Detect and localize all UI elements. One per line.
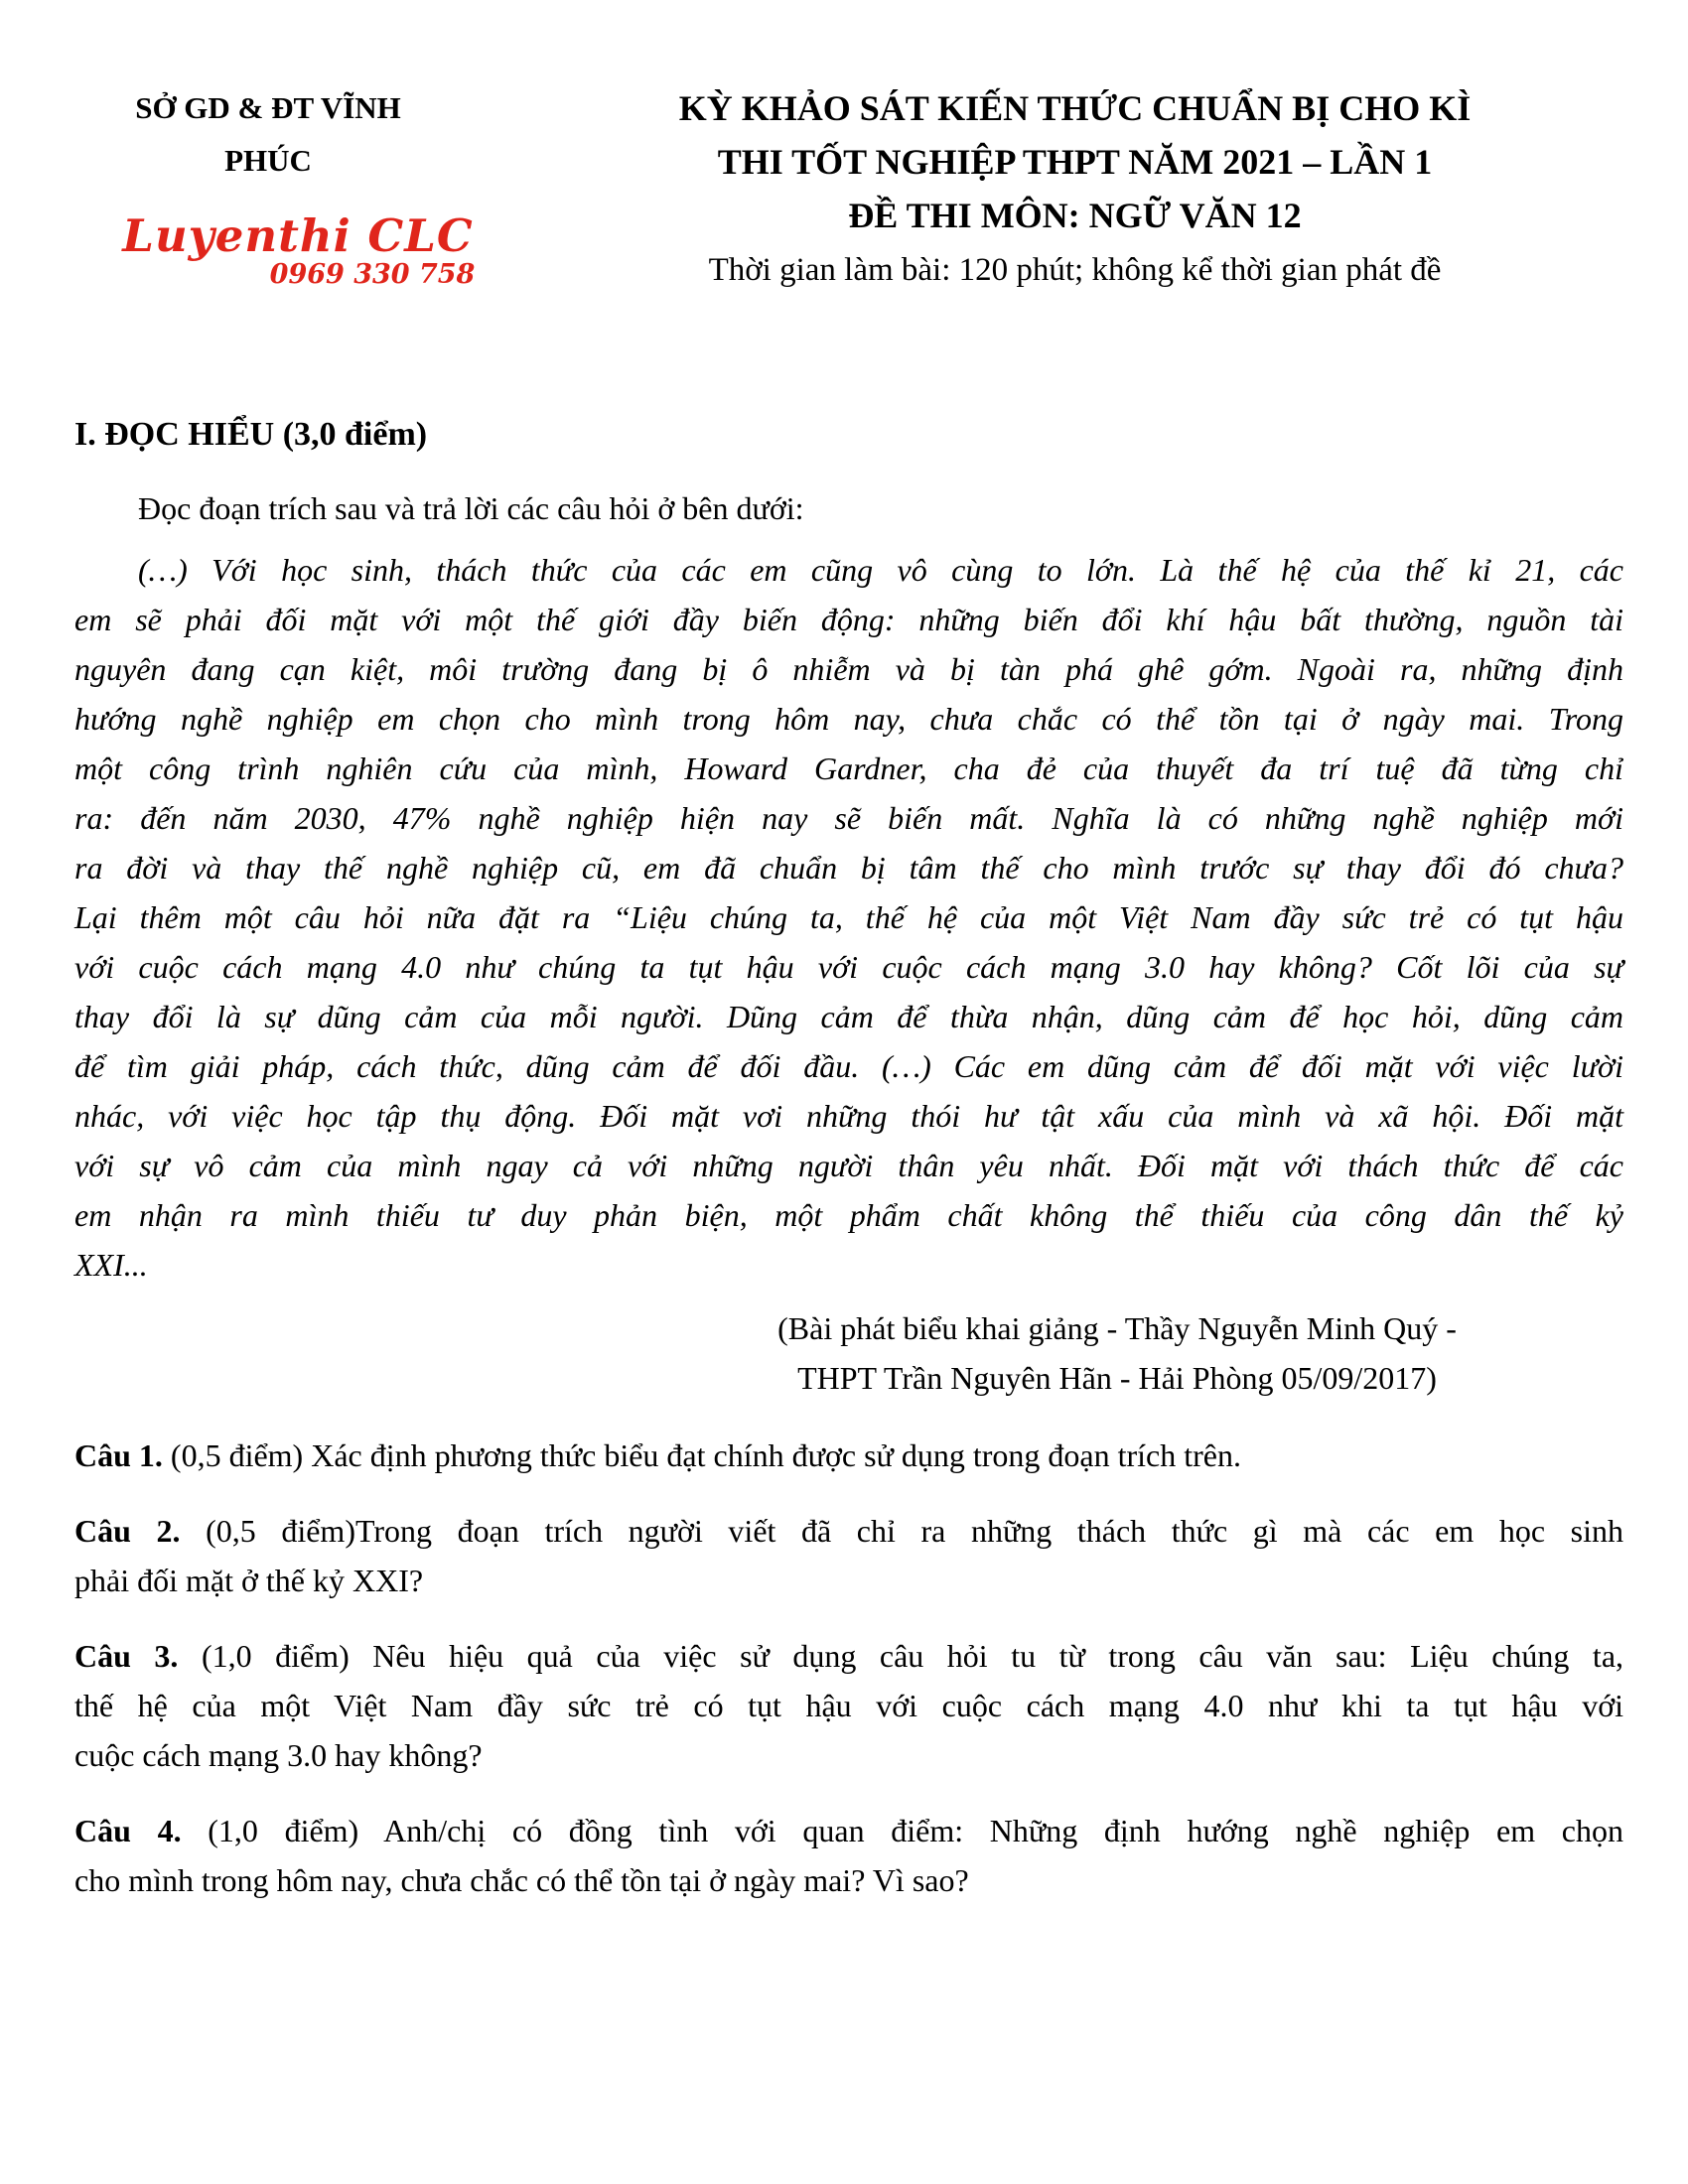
question-line: phải đối mặt ở thế kỷ XXI? xyxy=(74,1563,424,1598)
exam-duration-line: Thời gian làm bài: 120 phút; không kể thời gian phát đề xyxy=(708,252,1442,288)
passage-line: với cuộc cách mạng 4.0 như chúng ta tụt hậu với cuộc cách mạng 3.0 hay không? Cốt lõi của sự xyxy=(74,949,1623,985)
question-line xyxy=(74,1631,1623,1681)
question-3-label: Câu 3. xyxy=(74,1638,179,1674)
reading-passage xyxy=(74,545,1623,1290)
question-1 xyxy=(74,1431,1623,1480)
question-1-text: (0,5 điểm) Xác định phương thức biểu đạt chính được sử dụng trong đoạn trích trên. xyxy=(170,1437,1241,1473)
passage-line: ra đời và thay thế nghề nghiệp cũ, em đã chuẩn bị tâm thế cho mình trước sự thay đổi đó chưa? xyxy=(74,850,1623,886)
passage-line: (…) Với học sinh, thách thức của các em cũng vô cùng to lớn. Là thế hệ của thế kỉ 21, các xyxy=(138,552,1623,588)
exam-title-line1: KỲ KHẢO SÁT KIẾN THỨC CHUẨN BỊ CHO KÌ xyxy=(678,88,1472,128)
exam-body xyxy=(74,410,1623,1905)
passage-line: hướng nghề nghiệp em chọn cho mình trong hôm nay, chưa chắc có thể tồn tại ở ngày mai. Trong xyxy=(74,701,1623,737)
passage-line: nhác, với việc học tập thụ động. Đối mặt vơi những thói hư tật xấu của mình và xã hội. Đối mặt xyxy=(74,1098,1623,1134)
passage-line: XXI... xyxy=(74,1247,148,1283)
luyenthi-clc-logo xyxy=(74,209,521,290)
issuer-block xyxy=(74,81,526,290)
question-line: cho mình trong hôm nay, chưa chắc có thể tồn tại ở ngày mai? Vì sao? xyxy=(74,1862,969,1898)
passage-line: ra: đến năm 2030, 47% nghề nghiệp hiện nay sẽ biến mất. Nghĩa là có những nghề nghiệp mới xyxy=(74,800,1623,836)
exam-subject-line: ĐỀ THI MÔN: NGỮ VĂN 12 xyxy=(848,196,1302,235)
passage-line: để tìm giải pháp, cách thức, dũng cảm để đối đầu. (…) Các em dũng cảm để đối mặt với việc lười xyxy=(74,1048,1623,1084)
document-header xyxy=(74,81,1623,295)
citation-line: (Bài phát biểu khai giảng - Thầy Nguyễn Minh Quý - xyxy=(777,1310,1457,1346)
question-4 xyxy=(74,1806,1623,1905)
question-line: cuộc cách mạng 3.0 hay không? xyxy=(74,1737,483,1773)
passage-line: nguyên đang cạn kiệt, môi trường đang bị ô nhiễm và bị tàn phá ghê gớm. Ngoài ra, những định xyxy=(74,651,1623,687)
question-2-label: Câu 2. xyxy=(74,1513,181,1549)
passage-line: với sự vô cảm của mình ngay cả với những người thân yêu nhất. Đối mặt với thách thức để các xyxy=(74,1148,1623,1183)
logo-phone: 0969 330 758 xyxy=(269,259,476,290)
section-heading: I. ĐỌC HIỂU (3,0 điểm) xyxy=(74,416,428,453)
question-4-label: Câu 4. xyxy=(74,1813,182,1848)
passage-line: em nhận ra mình thiếu tư duy phản biện, một phẩm chất không thể thiếu của công dân thế kỷ xyxy=(74,1197,1623,1233)
issuer-name: SỞ GD & ĐT VĨNH PHÚC xyxy=(135,90,401,178)
passage-line: Lại thêm một câu hỏi nữa đặt ra “Liệu chúng ta, thế hệ của một Việt Nam đầy sức trẻ có tụt hậu xyxy=(74,899,1623,935)
question-3-text: (1,0 điểm) Nêu hiệu quả của việc sử dụng câu hỏi tu từ trong câu văn sau: Liệu chúng ta, xyxy=(201,1638,1624,1674)
question-line: thế hệ của một Việt Nam đầy sức trẻ có tụt hậu với cuộc cách mạng 4.0 như khi ta tụt hậu với xyxy=(74,1688,1623,1723)
question-line xyxy=(74,1806,1623,1855)
question-line xyxy=(74,1506,1623,1556)
passage-line: một công trình nghiên cứu của mình, Howard Gardner, cha đẻ của thuyết đa trí tuệ đã từng chỉ xyxy=(74,751,1623,786)
question-list xyxy=(74,1431,1623,1905)
question-4-text: (1,0 điểm) Anh/chị có đồng tình với quan điểm: Những định hướng nghề nghiệp em chọn xyxy=(208,1813,1624,1848)
question-line xyxy=(74,1431,1623,1480)
question-1-label: Câu 1. xyxy=(74,1437,163,1473)
passage-line: em sẽ phải đối mặt với một thế giới đầy biến động: những biến đổi khí hậu bất thường, nguồn tài xyxy=(74,602,1623,637)
question-2 xyxy=(74,1506,1623,1605)
question-2-text: (0,5 điểm)Trong đoạn trích người viết đã chỉ ra những thách thức gì mà các em học sinh xyxy=(206,1513,1624,1549)
instruction-line: Đọc đoạn trích sau và trả lời các câu hỏi ở bên dưới: xyxy=(138,490,804,526)
exam-title-block xyxy=(526,81,1623,295)
exam-title-line2: THI TỐT NGHIỆP THPT NĂM 2021 – LẦN 1 xyxy=(717,142,1433,182)
citation-line: THPT Trần Nguyên Hãn - Hải Phòng 05/09/2017) xyxy=(797,1360,1437,1396)
passage-line: thay đổi là sự dũng cảm của mỗi người. Dũng cảm để thừa nhận, dũng cảm để học hỏi, dũng cảm xyxy=(74,999,1623,1034)
citation-block xyxy=(655,1303,1579,1403)
logo-text: Luyenthi CLC xyxy=(122,209,474,262)
question-3 xyxy=(74,1631,1623,1780)
